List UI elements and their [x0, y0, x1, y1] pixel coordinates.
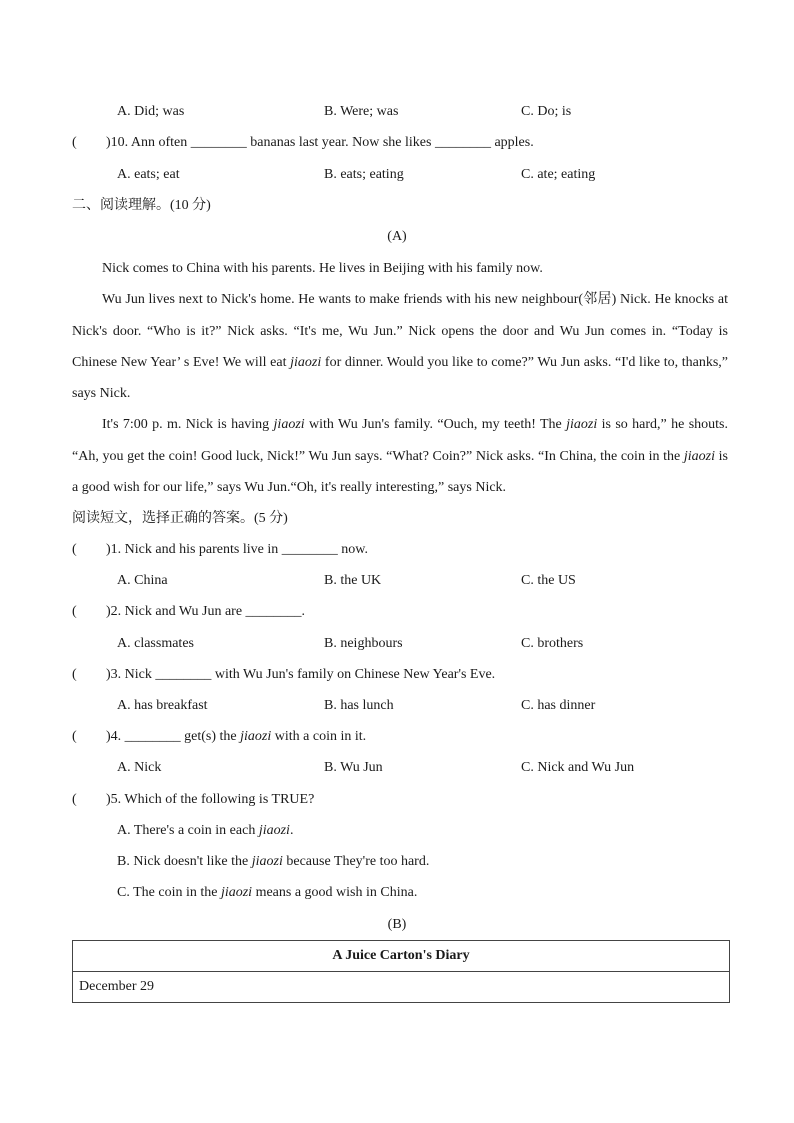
section-2-title: 二、阅读理解。(10 分) — [72, 198, 211, 213]
q1-option-c: C. the US — [521, 573, 576, 588]
diary-date: December 29 — [73, 972, 730, 1003]
question-4-stem — [106, 727, 366, 747]
question-3-options — [0, 696, 794, 716]
q5-c-text: C. The coin in the — [117, 885, 221, 900]
q9-option-b: B. Were; was — [324, 104, 399, 119]
question-4 — [0, 727, 794, 747]
q5-a-end: . — [289, 823, 294, 838]
q1-option-b: B. the UK — [324, 573, 382, 588]
reading-instructions: 阅读短文，选择正确的答案。(5 分) — [72, 511, 288, 526]
diary-date-row — [73, 972, 730, 1003]
q10-option-c: C. ate; eating — [521, 167, 596, 182]
q5-a-italic: jiaozi — [258, 823, 290, 838]
q2-option-b: B. neighbours — [324, 636, 403, 651]
question-2-stem: )2. Nick and Wu Jun are ________. — [106, 604, 306, 619]
q4-stem-b: with a coin in it. — [271, 729, 367, 744]
diary-title-row — [73, 941, 730, 972]
q5-b-end: because They're too hard. — [282, 854, 430, 869]
q2-option-a: A. classmates — [117, 636, 194, 651]
answer-paren: ( — [72, 729, 77, 744]
q3-option-a: A. has breakfast — [117, 698, 208, 713]
passage-a-p2-text: Wu Jun lives next to Nick's home. He wants to make friends with his new neighbour(邻居) Nick. He knocks at Nick's door. “Who is it?” Nick asks. “It's me, Wu Jun.” Nick opens the door and Wu Jun comes in. “Today is Chinese New Year’ s Eve! We will eat — [72, 292, 728, 370]
section-2-header — [0, 196, 794, 216]
passage-a-paragraph-3 — [72, 409, 728, 503]
question-5 — [0, 790, 794, 810]
passage-a-body — [72, 253, 728, 503]
q4-stem-a: )4. ________ get(s) the — [106, 729, 241, 744]
passage-a-paragraph-2 — [72, 284, 728, 409]
answer-paren: ( — [72, 542, 77, 557]
q5-c-end: means a good wish in China. — [252, 885, 418, 900]
q10-stem-line — [0, 133, 794, 153]
q1-option-a: A. China — [117, 573, 168, 588]
q10-stem: )10. Ann often ________ bananas last year. Now she likes ________ apples. — [106, 135, 534, 150]
q9-options — [0, 102, 794, 122]
q10-option-a: A. eats; eat — [117, 167, 180, 182]
q5-option-c-line — [0, 883, 794, 903]
q5-option-a-line — [0, 821, 794, 841]
passage-a-paragraph-1 — [72, 253, 728, 284]
q5-option-b-line — [0, 852, 794, 872]
passage-a-p1-text: Nick comes to China with his parents. He lives in Beijing with his family now. — [102, 261, 543, 276]
q3-option-c: C. has dinner — [521, 698, 596, 713]
passage-a-p3-b: with Wu Jun's family. “Ouch, my teeth! The — [304, 417, 567, 433]
passage-a-p3-d: is a good wish for our life,” says Wu Jun.“Oh, it's really interesting,” says Nick. — [72, 448, 728, 496]
q5-c-italic: jiaozi — [220, 885, 253, 900]
q2-option-c: C. brothers — [521, 636, 584, 651]
q5-option-b — [117, 852, 429, 872]
q10-options — [0, 165, 794, 185]
q10-answer-paren: ( — [72, 135, 77, 150]
q4-option-a: A. Nick — [117, 760, 162, 775]
question-1 — [0, 540, 794, 560]
question-1-stem: )1. Nick and his parents live in ________ now. — [106, 542, 368, 557]
passage-a-p3-italic-2: jiaozi — [566, 417, 598, 433]
answer-paren: ( — [72, 792, 77, 807]
passage-a-label: (A) — [387, 229, 407, 244]
diary-title: A Juice Carton's Diary — [73, 941, 730, 972]
q5-b-text: B. Nick doesn't like the — [117, 854, 252, 869]
q4-stem-italic: jiaozi — [240, 729, 272, 744]
question-2 — [0, 602, 794, 622]
answer-paren: ( — [72, 667, 77, 682]
reading-instructions-line — [0, 509, 794, 529]
q5-option-a — [117, 821, 293, 841]
question-3-stem: )3. Nick ________ with Wu Jun's family on Chinese New Year's Eve. — [106, 667, 496, 682]
q5-option-c — [117, 883, 417, 903]
passage-a-p3-italic-3: jiaozi — [683, 448, 715, 464]
passage-b-label: (B) — [387, 917, 407, 932]
diary-table — [72, 940, 730, 1003]
q5-a-text: A. There's a coin in each — [117, 823, 259, 838]
q4-option-b: B. Wu Jun — [324, 760, 383, 775]
passage-a-p2-end: for dinner. Would you like to come?” Wu Jun asks. “I'd like to, thanks,” says Nick. — [72, 354, 728, 402]
question-5-stem: )5. Which of the following is TRUE? — [106, 792, 315, 807]
answer-paren: ( — [72, 604, 77, 619]
q5-b-italic: jiaozi — [251, 854, 283, 869]
q10-option-b: B. eats; eating — [324, 167, 404, 182]
q4-option-c: C. Nick and Wu Jun — [521, 760, 635, 775]
q9-option-a: A. Did; was — [117, 104, 185, 119]
q9-option-c: C. Do; is — [521, 104, 572, 119]
question-1-options — [0, 571, 794, 591]
passage-a-p3-italic-1: jiaozi — [273, 417, 305, 433]
passage-a-p2-italic: jiaozi — [290, 354, 322, 370]
passage-a-p3-a: It's 7:00 p. m. Nick is having — [102, 417, 274, 433]
question-4-options — [0, 758, 794, 778]
q3-option-b: B. has lunch — [324, 698, 394, 713]
passage-a-p3-c: is so hard,” he shouts. “Ah, you get the coin! Good luck, Nick!” Wu Jun says. “What? Coin?” Nick asks. “In China, the coin in the — [72, 417, 728, 464]
question-3 — [0, 665, 794, 685]
question-2-options — [0, 634, 794, 654]
